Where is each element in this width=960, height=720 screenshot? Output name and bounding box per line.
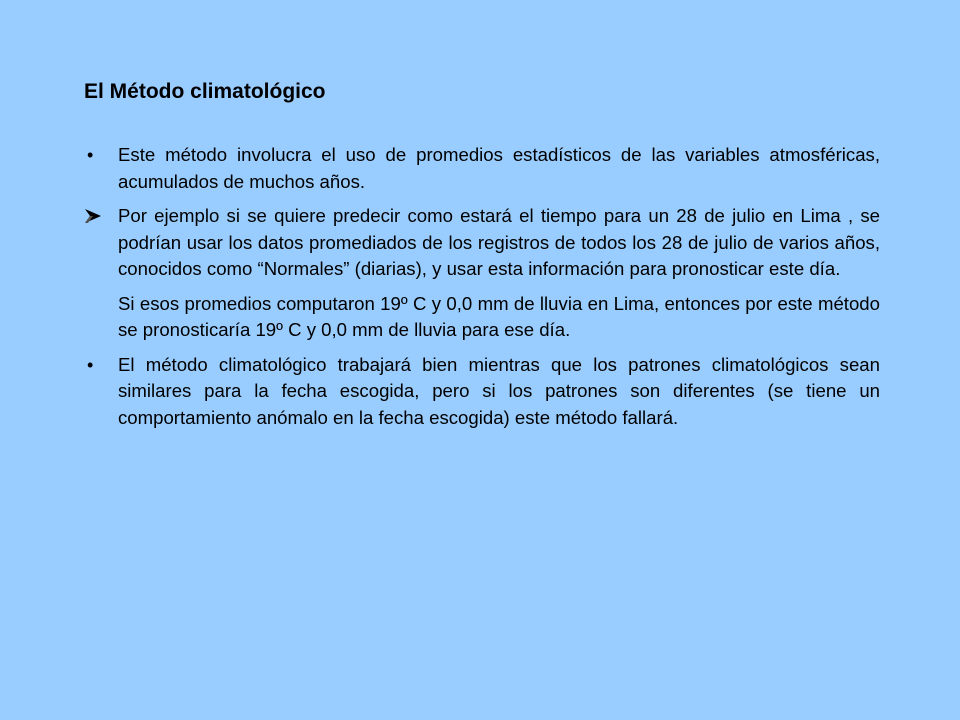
bullet-marker bbox=[84, 142, 108, 169]
bullet-marker bbox=[84, 352, 108, 379]
bullet-dot-icon: • bbox=[87, 354, 94, 375]
slide-content bbox=[84, 142, 880, 439]
list-item-text: Este método involucra el uso de promedios estadísticos de las variables atmosféricas, acumulados de muchos años. bbox=[118, 144, 880, 192]
list-item-text: El método climatológico trabajará bien mientras que los patrones climatológicos sean similares para la fecha escogida, pero si los patrones son diferentes (se tiene un comportamiento anómalo en la fecha escogida) este método fallará. bbox=[118, 353, 880, 428]
arrow-bullet-icon bbox=[84, 208, 102, 224]
list-item-text: Por ejemplo si se quiere predecir como estará el tiempo para un 28 de julio en Lima , se podrían usar los datos promediados de los registros de todos los 28 de julio de varios años, conocidos como “Normales” (diarias), y usar esta información para pronosticar este día. bbox=[118, 205, 880, 279]
arrow-marker bbox=[84, 203, 108, 230]
bullet-dot-icon: • bbox=[87, 145, 94, 165]
slide-title: El Método climatológico bbox=[84, 80, 326, 103]
list-item-continuation bbox=[84, 291, 880, 344]
list-item-arrow bbox=[84, 203, 880, 283]
list-item-bullet-2 bbox=[84, 352, 880, 432]
list-item-bullet-1 bbox=[84, 142, 880, 195]
list-item-text: Si esos promedios computaron 19º C y 0,0 mm de lluvia en Lima, entonces por este método se pronosticaría 19º C y 0,0 mm de lluvia para ese día. bbox=[118, 292, 880, 340]
